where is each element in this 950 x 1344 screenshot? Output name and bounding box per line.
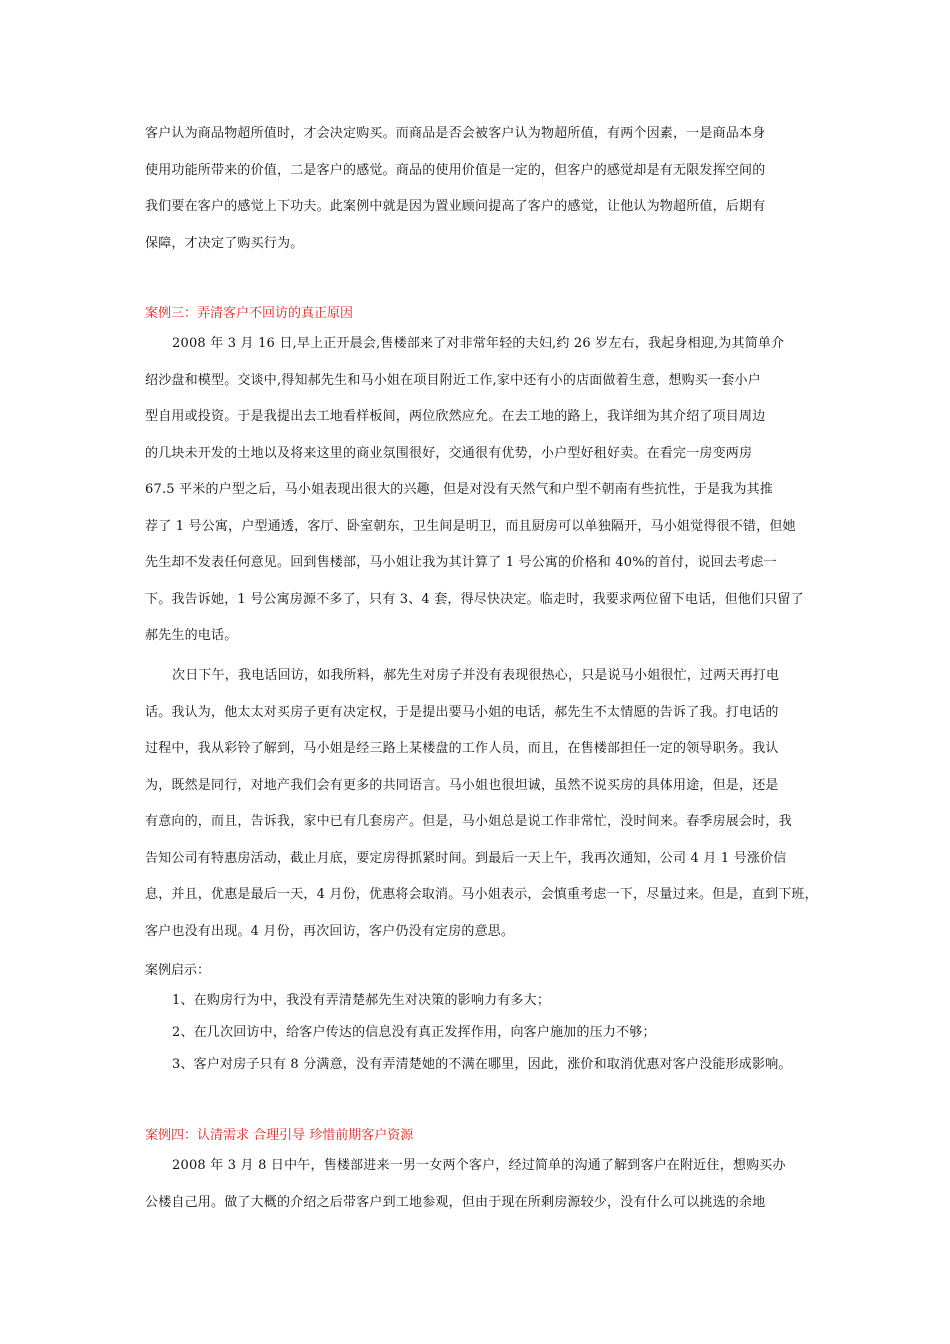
case3-line: 67.5 平米的户型之后，马小姐表现出很大的兴趣，但是对没有天然气和户型不朝南有些抗性，于是我为其推 <box>145 482 774 497</box>
case3-line: 为，既然是同行，对地产我们会有更多的共同语言。马小姐也很坦诚，虽然不说买房的具体用途，但是，还是 <box>145 777 779 793</box>
case4-paragraph-1 <box>145 1148 815 1221</box>
case3-line: 息，并且，优惠是最后一天，4 月份，优惠将会取消。马小姐表示，会慎重考虑一下，尽量过来。但是，直到下班， <box>145 887 818 902</box>
case3-line: 郝先生的电话。 <box>145 628 238 643</box>
case4-line: 2008 年 3 月 8 日中午，售楼部进来一男一女两个客户，经过简单的沟通了解到客户在附近住，想购买办 <box>172 1158 786 1173</box>
insight-item: 1、在购房行为中，我没有弄清楚郝先生对决策的影响力有多大； <box>172 993 551 1008</box>
intro-paragraph <box>145 116 815 262</box>
case3-line: 型自用或投资。于是我提出去工地看样板间，两位欣然应允。在去工地的路上，我详细为其介绍了项目周边 <box>145 409 766 424</box>
case3-line: 客户也没有出现。4 月份，再次回访，客户仍没有定房的意思。 <box>145 923 515 939</box>
case3-line: 绍沙盘和模型。交谈中,得知郝先生和马小姐在项目附近工作,家中还有小的店面做着生意，想购买一套小户 <box>145 372 761 388</box>
case4-line: 公楼自己用。做了大概的介绍之后带客户到工地参观，但由于现在所剩房源较少，没有什么可以挑选的余地 <box>145 1194 766 1210</box>
intro-line: 我们要在客户的感觉上下功夫。此案例中就是因为置业顾问提高了客户的感觉，让他认为物超所值，后期有 <box>145 199 766 214</box>
case3-paragraph-2 <box>145 658 818 950</box>
case3-paragraph-1 <box>145 326 815 655</box>
case3-line: 荐了 1 号公寓，户型通透，客厅、卧室朝东，卫生间是明卫，而且厨房可以单独隔开，马小姐觉得很不错，但她 <box>145 518 796 534</box>
intro-line: 客户认为商品物超所值时，才会决定购买。而商品是否会被客户认为物超所值，有两个因素，一是商品本身 <box>145 126 766 141</box>
case3-line: 2008 年 3 月 16 日,早上正开晨会,售楼部来了对非常年轻的夫妇,约 26 岁左右，我起身相迎,为其简单介 <box>172 336 785 351</box>
case4-heading: 案例四：认清需求 合理引导 珍惜前期客户资源 <box>145 1128 414 1143</box>
case3-line: 的几块未开发的土地以及将来这里的商业氛围很好，交通很有优势，小户型好租好卖。在看完一房变两房 <box>145 445 753 461</box>
case3-section <box>145 304 815 324</box>
case3-line: 先生却不发表任何意见。回到售楼部，马小姐让我为其计算了 1 号公寓的价格和 40%的首付，说回去考虑一 <box>145 555 777 570</box>
case4-section <box>145 1126 815 1146</box>
insight-label: 案例启示： <box>145 963 211 978</box>
insight-item: 2、在几次回访中，给客户传达的信息没有真正发挥作用，向客户施加的压力不够； <box>172 1025 656 1040</box>
case3-line: 次日下午，我电话回访，如我所料，郝先生对房子并没有表现很热心，只是说马小姐很忙，过两天再打电 <box>172 668 780 683</box>
case3-line: 告知公司有特惠房活动，截止月底，要定房得抓紧时间。到最后一天上午，我再次通知，公司 4 月 1 号涨价信 <box>145 850 787 866</box>
insight-item: 3、客户对房子只有 8 分满意，没有弄清楚她的不满在哪里，因此，涨价和取消优惠对客户没能形成影响。 <box>172 1057 792 1072</box>
case3-insights <box>145 957 815 1081</box>
case3-line: 话。我认为，他太太对买房子更有决定权，于是提出要马小姐的电话，郝先生不太情愿的告诉了我。打电话的 <box>145 704 779 720</box>
intro-line: 使用功能所带来的价值，二是客户的感觉。商品的使用价值是一定的，但客户的感觉却是有无限发挥空间的 <box>145 162 766 178</box>
case3-line: 下。我告诉她，1 号公寓房源不多了，只有 3、4 套，得尽快决定。临走时，我要求两位留下电话，但他们只留了 <box>145 591 804 607</box>
case3-line: 过程中，我从彩铃了解到，马小姐是经三路上某楼盘的工作人员，而且，在售楼部担任一定的领导职务。我认 <box>145 741 779 756</box>
case3-heading: 案例三：弄清客户不回访的真正原因 <box>145 306 354 321</box>
intro-line: 保障，才决定了购买行为。 <box>145 235 304 251</box>
case3-line: 有意向的，而且，告诉我，家中已有几套房产。但是，马小姐总是说工作非常忙，没时间来。春季房展会时，我 <box>145 814 792 829</box>
